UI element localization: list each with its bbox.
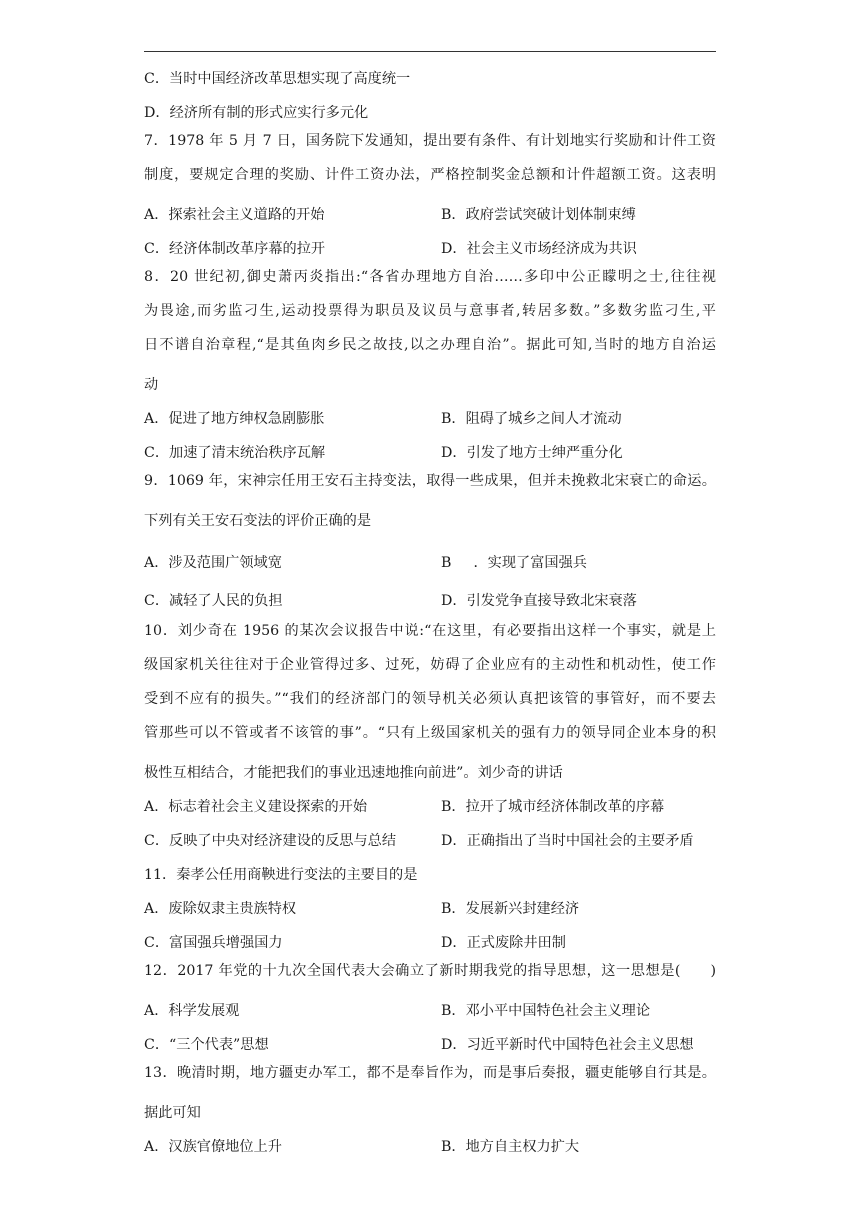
option-c[interactable]: C．富国强兵增强国力 xyxy=(144,935,283,951)
question-text-line: 13．晚清时期，地方疆吏办军工，都不是奉旨作为，而是事后奏报，疆吏能够自行其是。 xyxy=(144,1065,716,1081)
option-a[interactable]: A．涉及范围广领域宽 xyxy=(144,555,282,571)
option-c[interactable]: C．反映了中央对经济建设的反思与总结 xyxy=(144,833,397,849)
option-row xyxy=(144,1028,716,1062)
question-10 xyxy=(144,620,716,858)
option-a[interactable]: A．废除奴隶主贵族特权 xyxy=(144,901,297,917)
header-rule xyxy=(144,51,716,52)
option-row xyxy=(144,1130,716,1164)
option-b[interactable]: B．政府尝试突破计划体制束缚 xyxy=(441,207,636,223)
question-7 xyxy=(144,130,716,266)
option-c-prev: C．当时中国经济改革思想实现了高度统一 xyxy=(144,71,411,87)
question-8 xyxy=(144,266,716,470)
question-13 xyxy=(144,1062,716,1164)
option-d[interactable]: D．引发了地方士绅严重分化 xyxy=(441,445,623,461)
question-text-line: 制度，要规定合理的奖励、计件工资办法，严格控制奖金总额和计件超额工资。这表明 xyxy=(144,167,716,183)
option-b[interactable]: B．拉开了城市经济体制改革的序幕 xyxy=(441,799,665,815)
option-row xyxy=(144,402,716,436)
option-c[interactable]: C．经济体制改革序幕的拉开 xyxy=(144,241,326,257)
option-row xyxy=(144,926,716,960)
option-c[interactable]: C．“三个代表”思想 xyxy=(144,1037,269,1053)
option-a[interactable]: A．标志着社会主义建设探索的开始 xyxy=(144,799,368,815)
option-a[interactable]: A．促进了地方绅权急剧膨胀 xyxy=(144,411,325,427)
option-b[interactable]: B．邓小平中国特色社会主义理论 xyxy=(441,1003,651,1019)
option-b[interactable]: B．阻碍了城乡之间人才流动 xyxy=(441,411,622,427)
option-b-text: ．实现了富国强兵 xyxy=(473,555,587,571)
question-12 xyxy=(144,960,716,1062)
option-b-letter: B xyxy=(441,555,452,571)
question-text-line: 下列有关王安石变法的评价正确的是 xyxy=(144,513,372,529)
question-text-line: 管那些可以不管或者不该管的事”。“只有上级国家机关的强有力的领导同企业本身的积 xyxy=(144,725,716,741)
option-d[interactable]: D．习近平新时代中国特色社会主义思想 xyxy=(441,1037,694,1053)
option-a[interactable]: A．汉族官僚地位上升 xyxy=(144,1139,282,1155)
question-text-line: 7．1978 年 5 月 7 日，国务院下发通知，提出要有条件、有计划地实行奖励和计件工资 xyxy=(144,133,716,149)
option-c[interactable]: C．减轻了人民的负担 xyxy=(144,593,283,609)
option-d-prev: D．经济所有制的形式应实行多元化 xyxy=(144,105,369,121)
question-text-line: 日不谱自治章程,“是其鱼肉乡民之故技,以之办理自治”。据此可知,当时的地方自治运 xyxy=(144,337,716,353)
option-row xyxy=(144,892,716,926)
exam-page xyxy=(144,62,716,1164)
option-b[interactable]: B．地方自主权力扩大 xyxy=(441,1139,580,1155)
option-row xyxy=(144,994,716,1028)
question-text-line: 受到不应有的损失。”“我们的经济部门的领导机关必须认真把该管的事管好，而不要去 xyxy=(144,691,716,707)
option-d[interactable]: D．社会主义市场经济成为共识 xyxy=(441,241,637,257)
question-text-line: 极性互相结合，才能把我们的事业迅速地推向前进”。刘少奇的讲话 xyxy=(144,765,563,781)
option-row xyxy=(144,582,716,620)
option-row xyxy=(144,198,716,232)
option-row xyxy=(144,232,716,266)
option-a[interactable]: A．科学发展观 xyxy=(144,1003,240,1019)
question-text-line: 9．1069 年，宋神宗任用王安石主持变法，取得一些成果，但并未挽救北宋衰亡的命运。 xyxy=(144,473,716,489)
option-row xyxy=(144,544,716,582)
option-row xyxy=(144,824,716,858)
question-text-line: 11．秦孝公任用商鞅进行变法的主要目的是 xyxy=(144,867,418,883)
option-d[interactable]: D．正确指出了当时中国社会的主要矛盾 xyxy=(441,833,694,849)
option-d[interactable]: D．引发党争直接导致北宋衰落 xyxy=(441,593,637,609)
question-text-line: 动 xyxy=(144,377,159,393)
option-row xyxy=(144,790,716,824)
question-text-line: 10．刘少奇在 1956 的某次会议报告中说:“在这里，有必要指出这样一个事实，就是上 xyxy=(144,623,716,639)
question-text-line: 为畏途,而劣监刁生,运动投票得为职员及议员与意事者,转居多数。”多数劣监刁生,平 xyxy=(144,303,716,319)
question-text-line: 据此可知 xyxy=(144,1105,201,1121)
question-text-line: 12．2017 年党的十九次全国代表大会确立了新时期我党的指导思想，这一思想是( ) xyxy=(144,963,716,979)
option-d[interactable]: D．正式废除井田制 xyxy=(441,935,566,951)
option-c[interactable]: C．加速了清末统治秩序瓦解 xyxy=(144,445,326,461)
option-row xyxy=(144,436,716,470)
question-text-line: 8．20 世纪初,御史萧丙炎指出:“各省办理地方自治……多印中公正矇明之士,往往视 xyxy=(144,269,716,285)
option-b[interactable]: B．发展新兴封建经济 xyxy=(441,901,580,917)
question-text-line: 级国家机关往往对于企业管得过多、过死，妨碍了企业应有的主动性和机动性，使工作 xyxy=(144,657,716,673)
option-b[interactable] xyxy=(441,544,716,582)
question-11 xyxy=(144,858,716,960)
question-9 xyxy=(144,470,716,620)
option-a[interactable]: A．探索社会主义道路的开始 xyxy=(144,207,325,223)
